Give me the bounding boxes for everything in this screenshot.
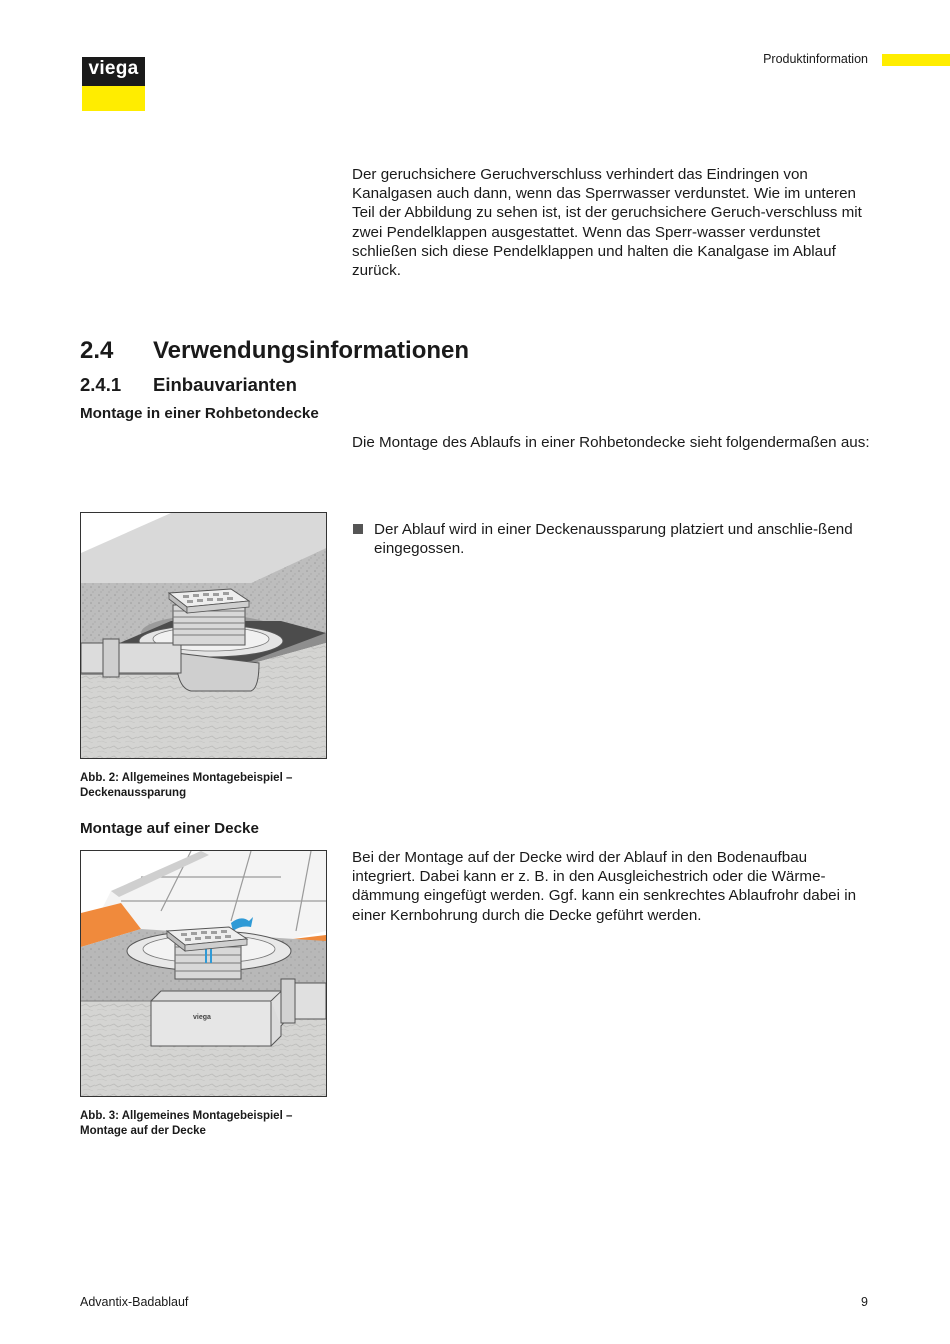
section-heading [80, 337, 469, 365]
subsection-number: 2.4.1 [80, 374, 122, 395]
decke-paragraph: Bei der Montage auf der Decke wird der Ablauf in den Bodenaufbau integriert. Dabei kann er z. B. in den Ausgleichestrich oder die Wärme-dämmung eingefügt werden. Ggf. kann ein senkrechtes Ablaufrohr dabei in einer Kernbohrung durch die Decke geführt werden. [352, 849, 857, 924]
figure-caption-3: Abb. 3: Allgemeines Montagebeispiel – Montage auf der Decke [80, 1110, 293, 1137]
rohbeton-bullet-text: Der Ablauf wird in einer Deckenaussparung platziert und anschlie-ßend eingegossen. [374, 521, 853, 558]
rohbeton-paragraph: Die Montage des Ablaufs in einer Rohbetondecke sieht folgendermaßen aus: [352, 434, 870, 451]
bullet-square-icon [353, 524, 363, 534]
section-title: Verwendungsinformationen [153, 337, 470, 364]
header-accent-bar [882, 54, 950, 66]
housing-brand-mark: viega [193, 1014, 211, 1021]
section-number: 2.4 [80, 337, 114, 364]
figure-deckenaussparung [80, 512, 327, 759]
footer-page-number: 9 [861, 1295, 868, 1309]
footer-product-name: Advantix-Badablauf [80, 1295, 189, 1309]
figure-montage-decke [80, 850, 327, 1097]
rohbeton-bullet-item [352, 520, 862, 558]
outlet-pipe [81, 643, 181, 673]
subsection-heading [80, 374, 297, 396]
decke-heading: Montage auf einer Decke [80, 820, 259, 837]
logo-yellow-block [82, 86, 145, 111]
intro-paragraph: Der geruchsichere Geruchverschluss verhindert das Eindringen von Kanalgasen auch dann, wenn das Sperrwasser verdunstet. Wie im unteren Teil der Abbildung zu sehen ist, ist der geruchsichere Geruch-verschluss mit zwei Pendelklappen ausgestattet. Wenn das Sperr-wasser verdunstet schließen sich diese Pendelklappen und halten die Kanalgase im Ablauf zurück. [352, 166, 862, 280]
rohbeton-heading: Montage in einer Rohbetondecke [80, 405, 319, 422]
logo-text: viega [88, 58, 139, 79]
logo-black-block [82, 57, 145, 86]
drain-in-concrete-illustration [81, 513, 326, 758]
drain-on-slab-illustration [81, 851, 326, 1096]
figure-caption-2: Abb. 2: Allgemeines Montagebeispiel – Deckenaussparung [80, 772, 293, 799]
viega-logo [82, 57, 145, 111]
header-title: Produktinformation [763, 52, 868, 66]
subsection-title: Einbauvarianten [153, 374, 297, 395]
